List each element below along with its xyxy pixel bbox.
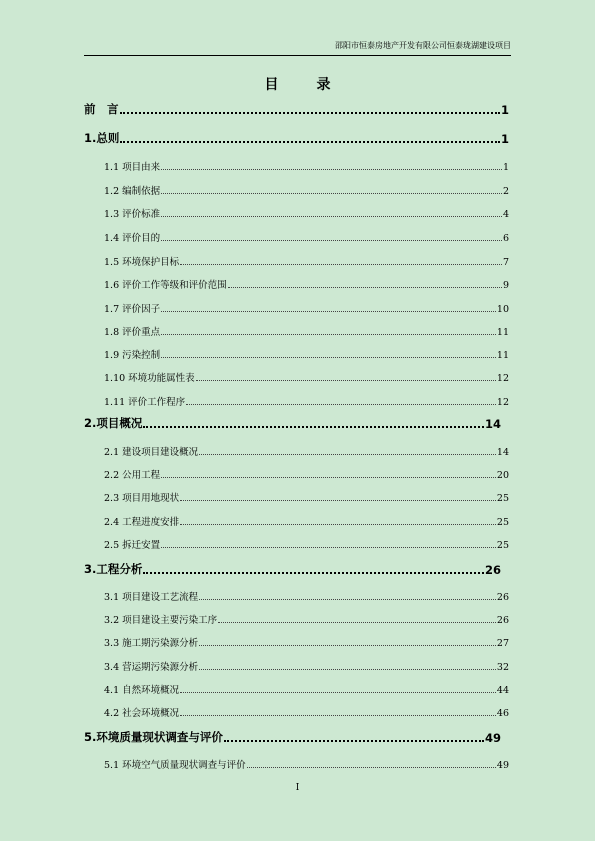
toc-section-entry[interactable] bbox=[104, 757, 509, 771]
toc-section-entry[interactable] bbox=[104, 301, 509, 315]
toc-section-entry[interactable] bbox=[104, 682, 509, 696]
toc-section-entry[interactable] bbox=[104, 612, 509, 626]
toc-entry-page: 1 bbox=[500, 103, 509, 117]
toc-section-entry[interactable] bbox=[104, 394, 509, 408]
toc-entry-label: 1.9 污染控制 bbox=[104, 350, 161, 361]
toc-entry-label: 2.5 拆迁安置 bbox=[104, 540, 161, 551]
toc-entry-label: 5.1 环境空气质量现状调查与评价 bbox=[104, 760, 246, 771]
toc-leader-dots bbox=[199, 454, 496, 455]
toc-section-entry[interactable] bbox=[104, 159, 509, 173]
toc-section-entry[interactable] bbox=[104, 277, 509, 291]
toc-entry-page: 2 bbox=[502, 186, 509, 197]
toc-entry-page: 27 bbox=[496, 638, 509, 649]
toc-leader-dots bbox=[120, 112, 500, 114]
toc-entry-page: 1 bbox=[500, 132, 509, 146]
toc-section-entry[interactable] bbox=[104, 635, 509, 649]
toc-section-entry[interactable] bbox=[104, 347, 509, 361]
toc-entry-label: 5.环境质量现状调查与评价 bbox=[84, 731, 223, 744]
toc-entry-label: 2.2 公用工程 bbox=[104, 470, 161, 481]
toc-entry-page: 49 bbox=[496, 760, 509, 771]
toc-entry-label: 2.1 建设项目建设概况 bbox=[104, 447, 199, 458]
toc-entry-page: 10 bbox=[496, 304, 509, 315]
running-header-text: 邵阳市恒泰房地产开发有限公司恒泰珑湖建设项目 bbox=[335, 41, 511, 50]
toc-entry-label: 2.3 项目用地现状 bbox=[104, 493, 180, 504]
toc-entry-label: 1.4 评价目的 bbox=[104, 233, 161, 244]
toc-entry-label: 1.5 环境保护目标 bbox=[104, 257, 180, 268]
toc-leader-dots bbox=[228, 287, 502, 288]
toc-section-entry[interactable] bbox=[104, 659, 509, 673]
toc-entry-label: 1.3 评价标准 bbox=[104, 209, 161, 220]
toc-entry-label: 1.2 编制依据 bbox=[104, 186, 161, 197]
toc-entry-label: 4.2 社会环境概况 bbox=[104, 708, 180, 719]
toc-entry-label: 3.4 营运期污染源分析 bbox=[104, 662, 199, 673]
toc-entry-label: 3.3 施工期污染源分析 bbox=[104, 638, 199, 649]
toc-entry-page: 49 bbox=[484, 731, 501, 745]
toc-leader-dots bbox=[143, 426, 484, 428]
toc-entry-page: 26 bbox=[496, 615, 509, 626]
toc-chapter-entry[interactable] bbox=[84, 103, 509, 117]
toc-entry-page: 9 bbox=[502, 280, 509, 291]
toc-entry-page: 7 bbox=[502, 257, 509, 268]
toc-entry-page: 4 bbox=[502, 209, 509, 220]
toc-leader-dots bbox=[161, 334, 496, 335]
toc-entry-page: 11 bbox=[496, 350, 509, 361]
toc-entry-label: 2.项目概况 bbox=[84, 417, 143, 430]
toc-entry-page: 32 bbox=[496, 662, 509, 673]
toc-section-entry[interactable] bbox=[104, 206, 509, 220]
toc-chapter-entry[interactable] bbox=[84, 417, 501, 431]
toc-entry-label: 3.工程分析 bbox=[84, 563, 143, 576]
toc-entry-page: 11 bbox=[496, 327, 509, 338]
toc-chapter-entry[interactable] bbox=[84, 132, 509, 146]
toc-leader-dots bbox=[199, 599, 496, 600]
toc-leader-dots bbox=[196, 380, 496, 381]
toc-section-entry[interactable] bbox=[104, 370, 509, 384]
toc-entry-label: 1.10 环境功能属性表 bbox=[104, 373, 195, 384]
toc-leader-dots bbox=[161, 547, 496, 548]
toc-entry-label: 2.4 工程进度安排 bbox=[104, 517, 180, 528]
toc-leader-dots bbox=[180, 715, 496, 716]
toc-section-entry[interactable] bbox=[104, 514, 509, 528]
toc-leader-dots bbox=[161, 477, 496, 478]
toc-leader-dots bbox=[180, 692, 496, 693]
toc-entry-page: 26 bbox=[496, 592, 509, 603]
toc-entry-page: 25 bbox=[496, 540, 509, 551]
toc-entry-label: 3.1 项目建设工艺流程 bbox=[104, 592, 199, 603]
toc-entry-page: 20 bbox=[496, 470, 509, 481]
toc-entry-page: 25 bbox=[496, 517, 509, 528]
toc-entry-page: 14 bbox=[484, 417, 501, 431]
toc-entry-page: 6 bbox=[502, 233, 509, 244]
toc-chapter-entry[interactable] bbox=[84, 563, 501, 577]
toc-leader-dots bbox=[180, 524, 496, 525]
toc-leader-dots bbox=[224, 740, 484, 742]
toc-chapter-entry[interactable] bbox=[84, 731, 501, 745]
toc-section-entry[interactable] bbox=[104, 324, 509, 338]
toc-entry-label: 1.8 评价重点 bbox=[104, 327, 161, 338]
toc-entry-page: 14 bbox=[496, 447, 509, 458]
toc-entry-label: 前 言 bbox=[84, 103, 119, 116]
toc-entry-label: 4.1 自然环境概况 bbox=[104, 685, 180, 696]
toc-entry-label: 1.1 项目由来 bbox=[104, 162, 161, 173]
toc-leader-dots bbox=[186, 404, 496, 405]
toc-leader-dots bbox=[161, 216, 502, 217]
toc-entry-label: 1.7 评价因子 bbox=[104, 304, 161, 315]
toc-entry-label: 1.总则 bbox=[84, 132, 120, 145]
toc-leader-dots bbox=[161, 193, 502, 194]
toc-leader-dots bbox=[161, 311, 496, 312]
toc-section-entry[interactable] bbox=[104, 490, 509, 504]
toc-entry-page: 25 bbox=[496, 493, 509, 504]
toc-leader-dots bbox=[199, 669, 496, 670]
toc-section-entry[interactable] bbox=[104, 254, 509, 268]
toc-section-entry[interactable] bbox=[104, 183, 509, 197]
toc-section-entry[interactable] bbox=[104, 589, 509, 603]
toc-leader-dots bbox=[161, 169, 502, 170]
toc-entry-page: 44 bbox=[496, 685, 509, 696]
toc-section-entry[interactable] bbox=[104, 705, 509, 719]
toc-section-entry[interactable] bbox=[104, 444, 509, 458]
toc-leader-dots bbox=[161, 240, 502, 241]
toc-section-entry[interactable] bbox=[104, 467, 509, 481]
toc-leader-dots bbox=[199, 645, 496, 646]
toc-entry-page: 26 bbox=[484, 563, 501, 577]
running-header bbox=[84, 40, 511, 56]
toc-entry-page: 46 bbox=[496, 708, 509, 719]
toc-entry-page: 12 bbox=[496, 373, 509, 384]
toc-leader-dots bbox=[143, 572, 484, 574]
toc-leader-dots bbox=[161, 357, 496, 358]
toc-entry-label: 3.2 项目建设主要污染工序 bbox=[104, 615, 218, 626]
page-number: I bbox=[295, 783, 300, 793]
toc-leader-dots bbox=[120, 141, 500, 143]
toc-section-entry[interactable] bbox=[104, 230, 509, 244]
page-title: 目 录 bbox=[264, 77, 343, 93]
toc-entry-page: 1 bbox=[502, 162, 509, 173]
toc-entry-label: 1.6 评价工作等级和评价范围 bbox=[104, 280, 227, 291]
toc-leader-dots bbox=[218, 622, 496, 623]
toc-section-entry[interactable] bbox=[104, 537, 509, 551]
toc-leader-dots bbox=[180, 264, 502, 265]
toc-entry-label: 1.11 评价工作程序 bbox=[104, 397, 186, 408]
toc-leader-dots bbox=[247, 767, 496, 768]
toc-leader-dots bbox=[180, 500, 496, 501]
toc-entry-page: 12 bbox=[496, 397, 509, 408]
